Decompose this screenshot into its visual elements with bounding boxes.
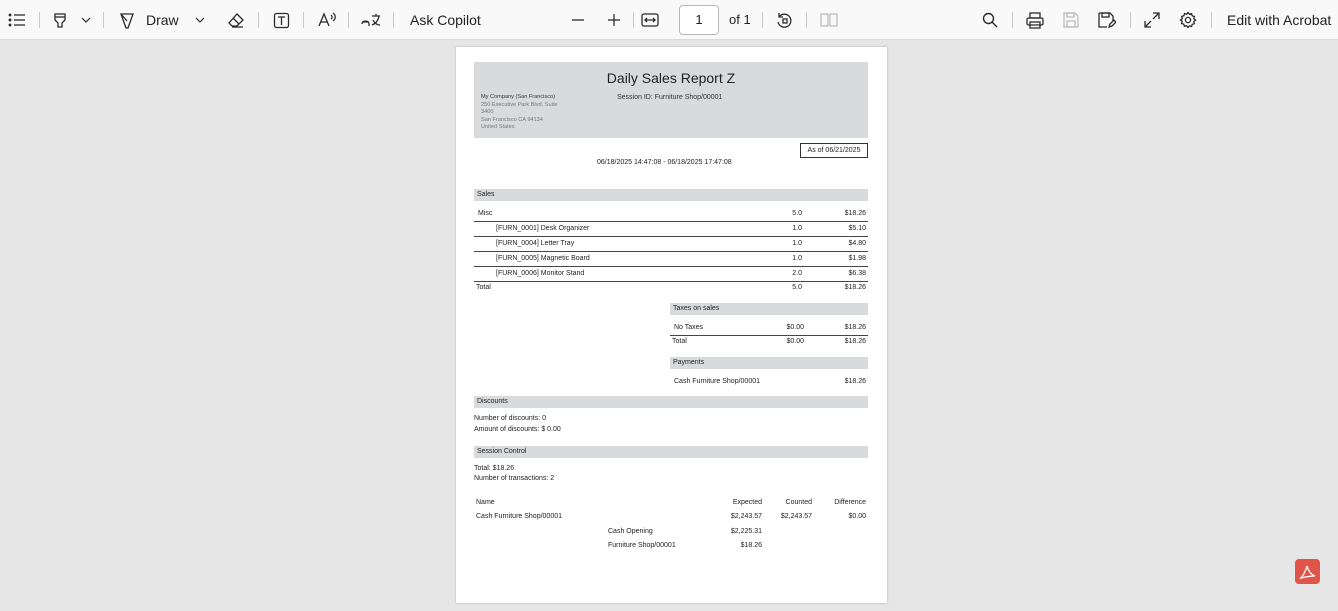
draw-icon[interactable]	[117, 0, 137, 40]
tax-total-tax: $0.00	[786, 338, 804, 345]
date-range: 06/18/2025 14:47:08 - 06/18/2025 17:47:08	[597, 159, 732, 166]
session-control-heading: Session Control	[474, 446, 868, 458]
sales-item-qty: 1.0	[792, 240, 802, 247]
toolbar-divider	[393, 12, 394, 28]
page-view-icon	[818, 0, 840, 40]
session-detail-expected: $2,225.31	[730, 528, 762, 535]
pdf-toolbar	[0, 0, 1338, 40]
save-icon	[1060, 0, 1082, 40]
page-count: of 1	[729, 12, 751, 27]
sales-heading: Sales	[474, 189, 868, 201]
session-row-difference: $0.00	[848, 513, 866, 520]
address-line: 250 Executive Park Blvd, Suite	[481, 101, 558, 108]
tax-total-label: Total	[672, 338, 687, 345]
sales-category-name: Misc	[478, 210, 493, 217]
rotate-icon[interactable]	[774, 0, 794, 40]
session-row-expected: $2,243.57	[730, 513, 762, 520]
toolbar-divider	[348, 12, 349, 28]
sales-item-amount: $4.80	[848, 240, 866, 247]
address-line: 3400	[481, 109, 494, 116]
fullscreen-icon[interactable]	[1142, 0, 1162, 40]
table-divider	[474, 236, 868, 237]
company-name: My Company (San Francisco)	[481, 94, 555, 100]
ask-copilot-button[interactable]: Ask Copilot	[410, 12, 481, 28]
payment-row-amount: $18.26	[844, 378, 866, 385]
session-detail-expected: $18.26	[740, 542, 762, 549]
chevron-down-icon[interactable]	[78, 0, 94, 40]
table-divider	[670, 335, 868, 336]
zoom-out-icon[interactable]	[568, 0, 588, 40]
company-address	[481, 94, 558, 132]
session-detail-name: Cash Opening	[608, 528, 653, 535]
sales-total-amount: $18.26	[844, 284, 866, 291]
session-row-name: Cash Furniture Shop/00001	[476, 513, 562, 520]
column-header-name: Name	[476, 499, 495, 506]
page-number-input[interactable]: 1	[679, 5, 719, 35]
sales-category-amount: $18.26	[844, 210, 866, 217]
highlight-icon[interactable]	[50, 0, 70, 40]
text-box-icon[interactable]	[271, 0, 291, 40]
report-title: Daily Sales Report Z	[606, 70, 736, 86]
contents-icon[interactable]	[6, 0, 28, 40]
toolbar-divider	[303, 12, 304, 28]
draw-button[interactable]: Draw	[146, 12, 179, 28]
edit-with-acrobat-button[interactable]: Edit with Acrobat	[1227, 12, 1332, 28]
search-icon[interactable]	[980, 0, 1000, 40]
chevron-down-icon[interactable]	[192, 0, 208, 40]
sales-item-amount: $6.38	[848, 270, 866, 277]
sales-category-qty: 5.0	[792, 210, 802, 217]
report-header	[474, 62, 868, 138]
toolbar-divider	[633, 12, 634, 28]
toolbar-divider	[39, 12, 40, 28]
payments-heading: Payments	[670, 357, 868, 369]
session-id: Session ID: Furniture Shop/00001	[617, 94, 723, 101]
pdf-page	[456, 47, 887, 603]
print-icon[interactable]	[1024, 0, 1046, 40]
as-of-date: As of 06/21/2025	[800, 143, 868, 158]
sales-total-label: Total	[476, 284, 491, 291]
address-line: San Francisco CA 94134	[481, 116, 543, 123]
acrobat-icon[interactable]	[1295, 559, 1320, 584]
tax-row-name: No Taxes	[674, 324, 704, 331]
zoom-in-icon[interactable]	[604, 0, 624, 40]
toolbar-divider	[258, 12, 259, 28]
discount-amount: Amount of discounts: $ 0.00	[474, 426, 561, 433]
table-divider	[474, 221, 868, 222]
taxes-heading: Taxes on sales	[670, 303, 868, 315]
column-header-difference: Difference	[834, 499, 866, 506]
sales-item-qty: 1.0	[792, 255, 802, 262]
session-total: Total: $18.26	[474, 465, 515, 472]
toolbar-divider	[1130, 12, 1131, 28]
eraser-icon[interactable]	[226, 0, 246, 40]
session-transactions: Number of transactions: 2	[474, 475, 555, 482]
table-divider	[474, 266, 868, 267]
translate-icon[interactable]	[360, 0, 382, 40]
table-divider	[474, 251, 868, 252]
sales-item-amount: $1.98	[848, 255, 866, 262]
sales-item-qty: 2.0	[792, 270, 802, 277]
fit-page-icon[interactable]	[640, 0, 660, 40]
tax-row-base: $18.26	[844, 324, 866, 331]
tax-total-base: $18.26	[844, 338, 866, 345]
toolbar-divider	[762, 12, 763, 28]
read-aloud-icon[interactable]	[316, 0, 338, 40]
sales-total-qty: 5.0	[792, 284, 802, 291]
discount-count: Number of discounts: 0	[474, 415, 546, 422]
session-row-counted: $2,243.57	[780, 513, 812, 520]
discounts-heading: Discounts	[474, 396, 868, 408]
tax-row-tax: $0.00	[786, 324, 804, 331]
sales-item-name: [FURN_0006] Monitor Stand	[496, 270, 585, 277]
sales-item-qty: 1.0	[792, 225, 802, 232]
sales-item-name: [FURN_0004] Letter Tray	[496, 240, 575, 247]
sales-item-amount: $5.10	[848, 225, 866, 232]
table-divider	[474, 281, 868, 282]
column-header-expected: Expected	[732, 499, 762, 506]
toolbar-divider	[1211, 12, 1212, 28]
column-header-counted: Counted	[785, 499, 812, 506]
save-as-icon[interactable]	[1096, 0, 1118, 40]
address-line: United States	[481, 124, 515, 131]
toolbar-divider	[1012, 12, 1013, 28]
payment-row-name: Cash Furniture Shop/00001	[674, 378, 760, 385]
toolbar-divider	[103, 12, 104, 28]
sales-item-name: [FURN_0005] Magnetic Board	[496, 255, 590, 262]
session-detail-name: Furniture Shop/00001	[608, 542, 676, 549]
toolbar-divider	[806, 12, 807, 28]
settings-icon[interactable]	[1177, 0, 1199, 40]
sales-item-name: [FURN_0001] Desk Organizer	[496, 225, 590, 232]
